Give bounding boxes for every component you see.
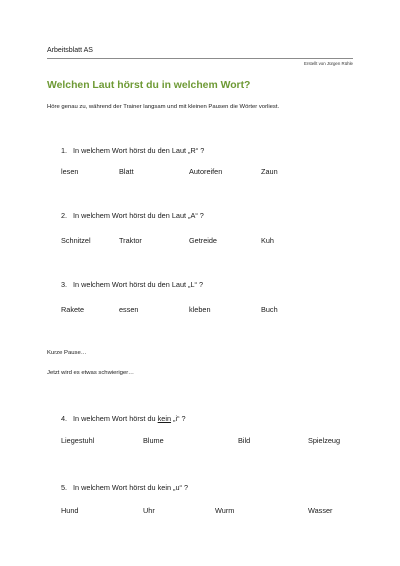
answer-word: Rakete [61, 305, 85, 314]
question-4 [61, 414, 186, 423]
answer-word: Uhr [143, 506, 155, 515]
difficulty-note: Jetzt wird es etwas schwieriger… [47, 370, 135, 376]
answer-word: Getreide [189, 236, 217, 245]
answer-word: Spielzeug [308, 436, 341, 445]
question-number: 5. [61, 483, 68, 492]
question-number: 3. [61, 280, 68, 289]
question-text-end: „i“ ? [171, 414, 186, 423]
author-credit: Erstellt von Jürgen Rühle [303, 61, 353, 66]
answer-word: Liegestuhl [61, 436, 95, 445]
answer-word: Wasser [308, 506, 333, 515]
answer-word: Bild [238, 436, 251, 445]
question-5 [61, 483, 188, 492]
answer-word: lesen [61, 167, 79, 176]
answer-word: Traktor [119, 236, 142, 245]
worksheet-label: Arbeitsblatt AS [47, 47, 93, 54]
question-text: In welchem Wort hörst du den Laut „L“ ? [73, 280, 204, 289]
answer-word: Zaun [261, 167, 278, 176]
emphasis-word: kein [157, 414, 172, 423]
answer-word: Autoreifen [189, 167, 223, 176]
question-3 [61, 280, 203, 289]
answer-word: Wurm [215, 506, 235, 515]
instruction-text: Höre genau zu, während der Trainer langsam und mit kleinen Pausen die Wörter vorliest. [47, 104, 280, 110]
answer-word: Kuh [261, 236, 274, 245]
answer-word: essen [119, 305, 139, 314]
page-title: Welchen Laut hörst du in welchem Wort? [47, 80, 251, 91]
answer-word: Blume [143, 436, 164, 445]
question-text: In welchem Wort hörst du den Laut „R“ ? [73, 146, 205, 155]
question-text: In welchem Wort hörst du den Laut „A“ ? [73, 211, 204, 220]
answer-word: Blatt [119, 167, 134, 176]
question-number: 2. [61, 211, 68, 220]
question-2 [61, 211, 204, 220]
question-1 [61, 146, 204, 155]
question-number: 1. [61, 146, 68, 155]
answer-word: Hund [61, 506, 79, 515]
question-text-start: In welchem Wort hörst du [73, 414, 158, 423]
answer-word: kleben [189, 305, 211, 314]
question-text: In welchem Wort hörst du kein „u“ ? [73, 483, 189, 492]
question-number: 4. [61, 414, 68, 423]
answer-word: Buch [261, 305, 278, 314]
answer-word: Schnitzel [61, 236, 91, 245]
header-divider [47, 58, 353, 59]
pause-note: Kurze Pause… [47, 350, 87, 356]
